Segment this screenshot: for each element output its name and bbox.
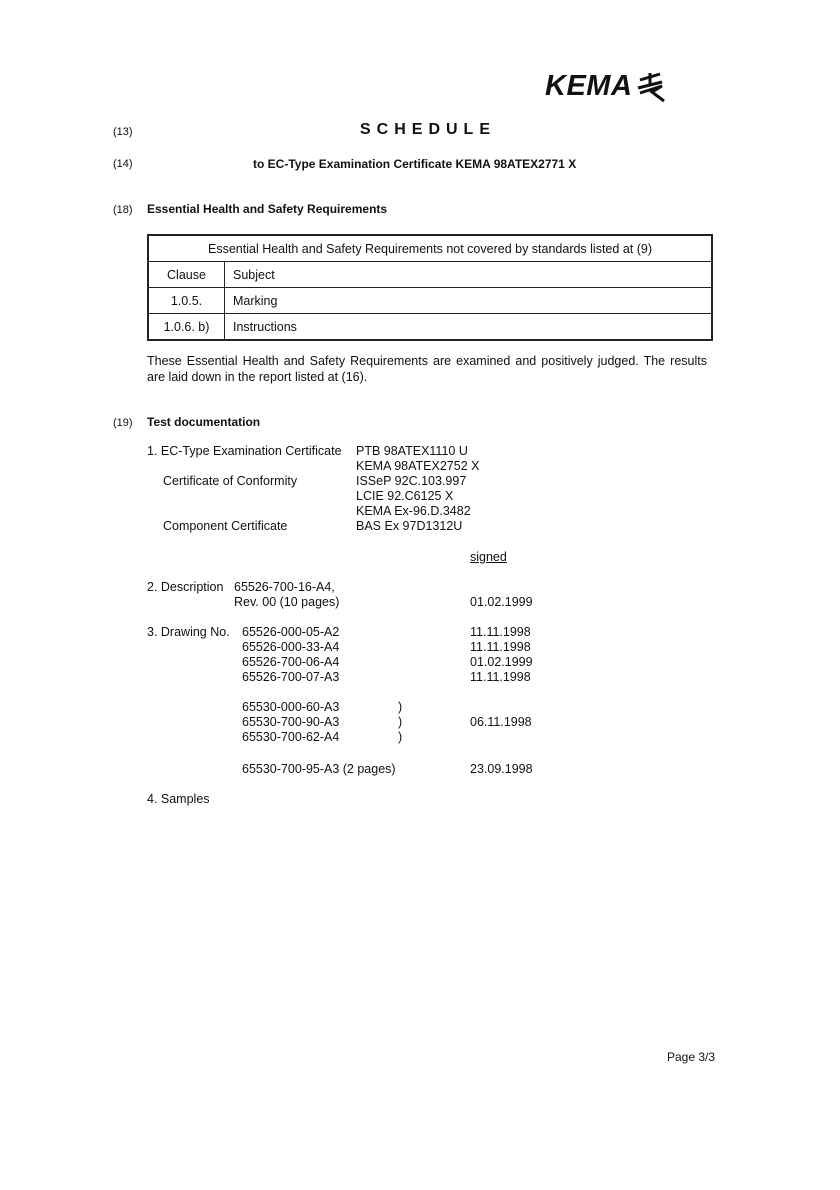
subject-cell: Instructions [233, 320, 297, 334]
bracket-mark: ) [398, 700, 403, 714]
bracket-mark: ) [398, 715, 403, 729]
coc-value: LCIE 92.C6125 X [356, 489, 454, 503]
table-caption: Essential Health and Safety Requirements not covered by standards listed at (9) [149, 236, 711, 262]
drawing-doc: 65526-700-07-A3 [242, 670, 340, 684]
drawing-doc: 65530-000-60-A3 [242, 700, 340, 714]
clause-cell: 1.0.6. b) [149, 314, 225, 339]
drawing-doc: 65526-000-05-A2 [242, 625, 340, 639]
item3-label: 3. Drawing No. [147, 625, 230, 639]
description-doc: 65526-700-16-A4, [234, 580, 335, 594]
item4-label: 4. Samples [147, 792, 210, 806]
page-title: SCHEDULE [359, 121, 496, 138]
page-number: Page 3/3 [667, 1050, 716, 1064]
table-row [149, 288, 711, 314]
page-subtitle: to EC-Type Examination Certificate KEMA 98ATEX2771 X [253, 157, 577, 171]
item1-label: 1. EC-Type Examination Certificate [147, 444, 342, 458]
drawing-doc: 65530-700-62-A4 [242, 730, 340, 744]
bracket-mark: ) [398, 730, 403, 744]
drawing-date: 11.11.1998 [470, 670, 531, 684]
table-row [149, 314, 711, 339]
col-subject-header: Subject [233, 268, 275, 282]
item-number-19: (19) [113, 417, 133, 429]
signed-column-header: signed [470, 550, 507, 564]
kema-lightning-icon [636, 71, 668, 103]
drawing-date: 11.11.1998 [470, 625, 531, 639]
drawing-doc: 65530-700-90-A3 [242, 715, 340, 729]
item-number-13: (13) [113, 126, 133, 138]
ec-cert-value: KEMA 98ATEX2752 X [356, 459, 480, 473]
logo-text: KEMA [545, 70, 633, 102]
requirements-table [147, 234, 713, 341]
drawing-date: 01.02.1999 [470, 655, 533, 669]
section-19-heading: Test documentation [147, 415, 261, 429]
drawing-date: 11.11.1998 [470, 640, 531, 654]
component-cert-label: Component Certificate [163, 519, 288, 533]
drawing-date: 23.09.1998 [470, 762, 533, 776]
drawing-doc: 65530-700-95-A3 (2 pages) [242, 762, 396, 776]
subject-cell: Marking [233, 294, 278, 308]
clause-cell: 1.0.5. [149, 288, 225, 313]
ec-cert-value: PTB 98ATEX1110 U [356, 444, 468, 458]
item-number-14: (14) [113, 158, 133, 170]
coc-label: Certificate of Conformity [163, 474, 298, 488]
section-18-heading: Essential Health and Safety Requirements [147, 202, 388, 216]
coc-value: ISSeP 92C.103.997 [356, 474, 467, 488]
component-cert-value: BAS Ex 97D1312U [356, 519, 463, 533]
description-date: 01.02.1999 [470, 595, 533, 609]
item2-label: 2. Description [147, 580, 224, 594]
drawing-doc: 65526-000-33-A4 [242, 640, 340, 654]
coc-value: KEMA Ex-96.D.3482 [356, 504, 471, 518]
description-rev: Rev. 00 (10 pages) [234, 595, 340, 609]
drawing-doc: 65526-700-06-A4 [242, 655, 340, 669]
drawing-group-date: 06.11.1998 [470, 715, 532, 729]
col-clause-header: Clause [149, 262, 225, 287]
item-number-18: (18) [113, 204, 133, 216]
requirements-paragraph: These Essential Health and Safety Requirements are examined and positively judged. The results are laid down in the report listed at (16). [147, 354, 707, 384]
kema-logo [545, 70, 668, 103]
table-header-row [149, 262, 711, 288]
